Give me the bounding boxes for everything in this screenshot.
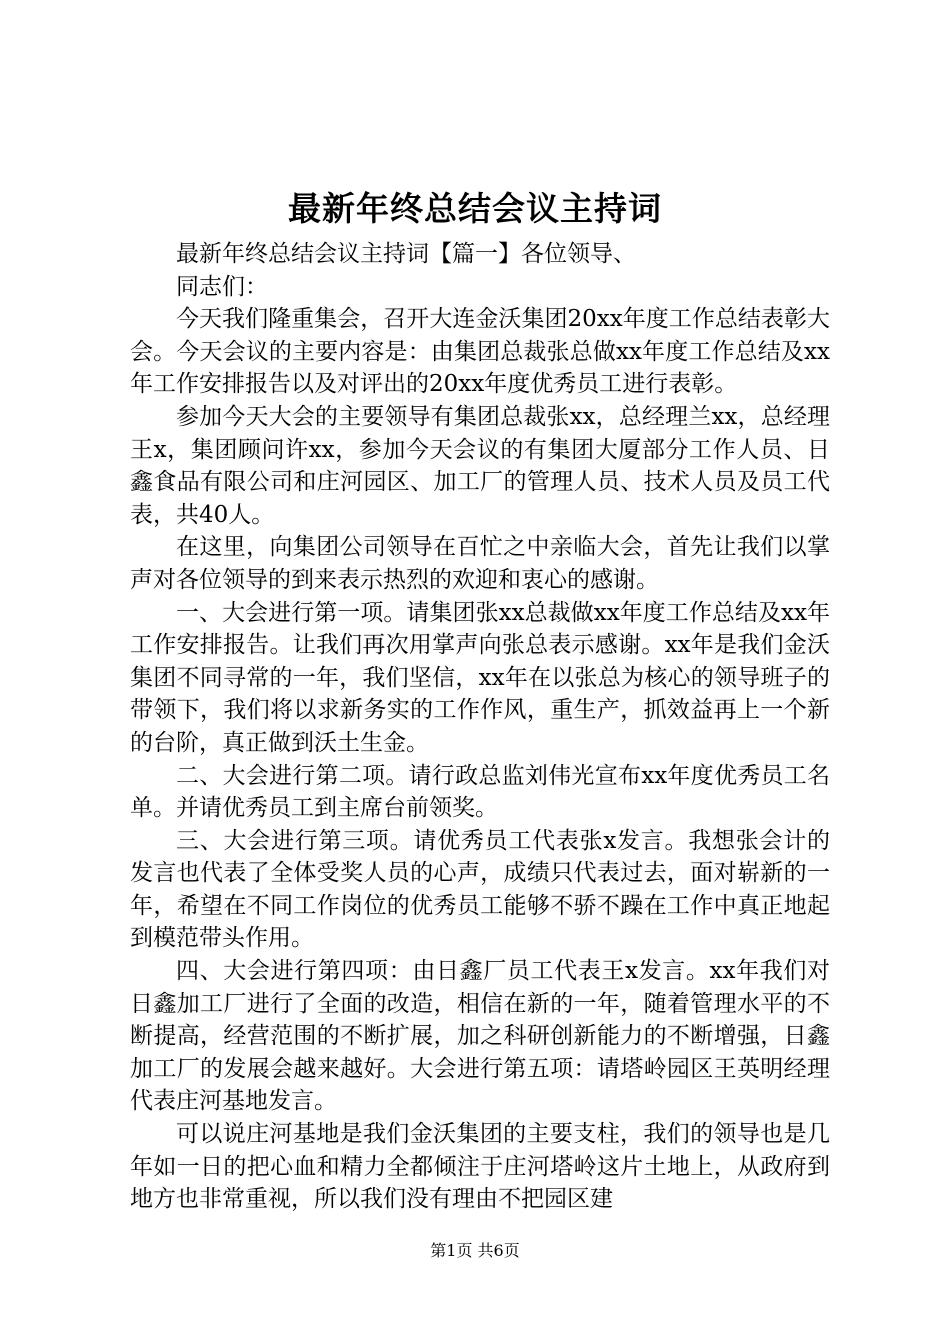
paragraph-item-two: 二、大会进行第二项。请行政总监刘伟光宣布xx年度优秀员工名单。并请优秀员工到主席台前领奖。 [130, 762, 830, 822]
page-number-footer: 第1页 共6页 [430, 1241, 520, 1260]
paragraph-intro: 最新年终总结会议主持词【篇一】各位领导、 [176, 241, 636, 267]
paragraph-welcome: 在这里，向集团公司领导在百忙之中亲临大会，首先让我们以掌声对各位领导的到来表示热烈的欢迎和衷心的感谢。 [130, 534, 830, 593]
paragraph-item-three: 三、大会进行第三项。请优秀员工代表张x发言。我想张会计的发言也代表了全体受奖人员的心声，成绩只代表过去，面对崭新的一年，希望在不同工作岗位的优秀员工能够不骄不躁在工作中真正地起到模范带头作用。 [130, 827, 830, 952]
paragraph-item-one: 一、大会进行第一项。请集团张xx总裁做xx年度工作总结及xx年工作安排报告。让我们再次用掌声向张总表示感谢。xx年是我们金沃集团不同寻常的一年，我们坚信，xx年在以张总为核心的领导班子的带领下，我们将以求新务实的工作作风，重生产，抓效益再上一个新的台阶，真正做到沃土生金。 [130, 599, 830, 756]
paragraph-zhuanghe: 可以说庄河基地是我们金沃集团的主要支柱，我们的领导也是几年如一日的把心血和精力全都倾注于庄河塔岭这片土地上，从政府到地方也非常重视，所以我们没有理由不把园区建 [130, 1121, 830, 1213]
paragraph-greeting: 同志们： [176, 273, 268, 300]
paragraph-attendees: 参加今天大会的主要领导有集团总裁张xx，总经理兰xx，总经理王x，集团顾问许xx，参加今天会议的有集团大厦部分工作人员、日鑫食品有限公司和庄河园区、加工厂的管理人员、技术人员及员工代表，共40人。 [130, 403, 830, 528]
paragraph-opening: 今天我们隆重集会，召开大连金沃集团20xx年度工作总结表彰大会。今天会议的主要内容是：由集团总裁张总做xx年度工作总结及xx年工作安排报告以及对评出的20xx年度优秀员工进行表彰。 [130, 306, 830, 398]
document-title: 最新年终总结会议主持词 [288, 189, 662, 228]
document-body [130, 238, 830, 1216]
paragraph-item-four: 四、大会进行第四项：由日鑫厂员工代表王x发言。xx年我们对日鑫加工厂进行了全面的改造，相信在新的一年，随着管理水平的不断提高，经营范围的不断扩展，加之科研创新能力的不断增强，日鑫加工厂的发展会越来越好。大会进行第五项：请塔岭园区王英明经理代表庄河基地发言。 [130, 958, 830, 1115]
